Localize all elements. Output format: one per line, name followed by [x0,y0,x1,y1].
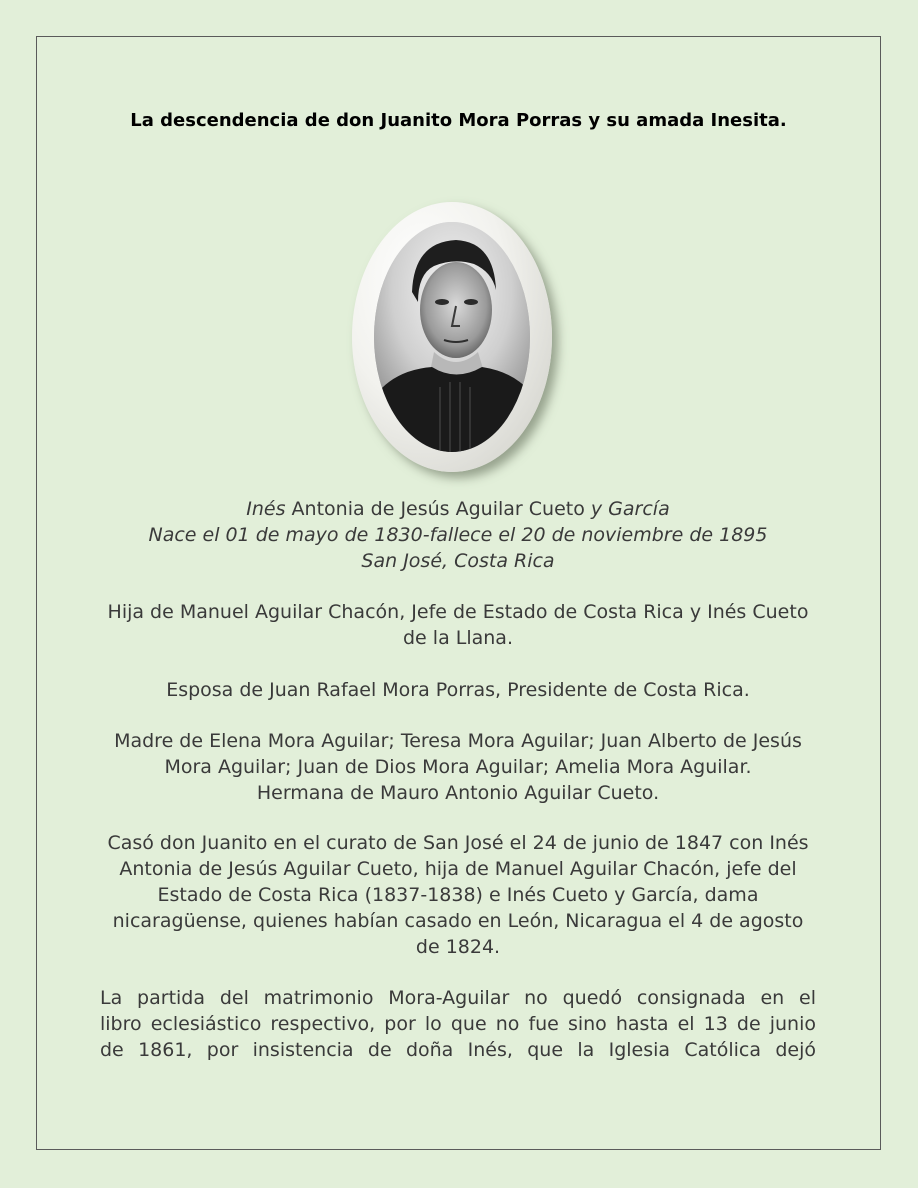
caption-y: y [590,498,603,520]
caption-name-line [100,496,816,522]
portrait-figure [374,222,530,452]
paragraph-caso: Casó don Juanito en el curato de San José el 24 de junio de 1847 con Inés Antonia de Jesús Aguilar Cueto, hija de Manuel Aguilar Chacón, jefe del Estado de Costa Rica (1837-1838) e Inés Cueto y García, dama nicaragüense, quienes habían casado en León, Nicaragua el 4 de agosto de 1824. [107,832,809,958]
caption-dates: Nace el 01 de mayo de 1830-fallece el 20 de noviembre de 1895 [148,524,768,546]
caption-name: Antonia de Jesús Aguilar Cueto [285,498,591,520]
portrait-photo [352,202,564,474]
partida-line-3: de 1861, por insistencia de doña Inés, que la Iglesia Católica dejó [100,1039,816,1061]
paragraph-hermana: Hermana de Mauro Antonio Aguilar Cueto. [256,782,660,804]
partida-line-1: La partida del matrimonio Mora-Aguilar no quedó consignada en el [100,987,816,1009]
caption-garcia: García [602,498,670,520]
portrait-image [374,222,530,452]
document-title: La descendencia de don Juanito Mora Porras y su amada Inesita. [130,110,787,131]
paragraph-madre: Madre de Elena Mora Aguilar; Teresa Mora Aguilar; Juan Alberto de Jesús Mora Aguilar; Juan de Dios Mora Aguilar; Amelia Mora Aguilar. [114,730,802,778]
caption-block [100,496,816,574]
caption-place: San José, Costa Rica [361,550,555,572]
partida-line-2: libro eclesiástico respectivo, por lo que no fue sino hasta el 13 de junio [100,1013,816,1035]
paragraph-esposa: Esposa de Juan Rafael Mora Porras, Presidente de Costa Rica. [166,679,750,701]
caption-ines: Inés [246,498,286,520]
paragraph-partida [100,985,816,1063]
paragraph-hija: Hija de Manuel Aguilar Chacón, Jefe de Estado de Costa Rica y Inés Cueto de la Llana. [107,601,809,649]
